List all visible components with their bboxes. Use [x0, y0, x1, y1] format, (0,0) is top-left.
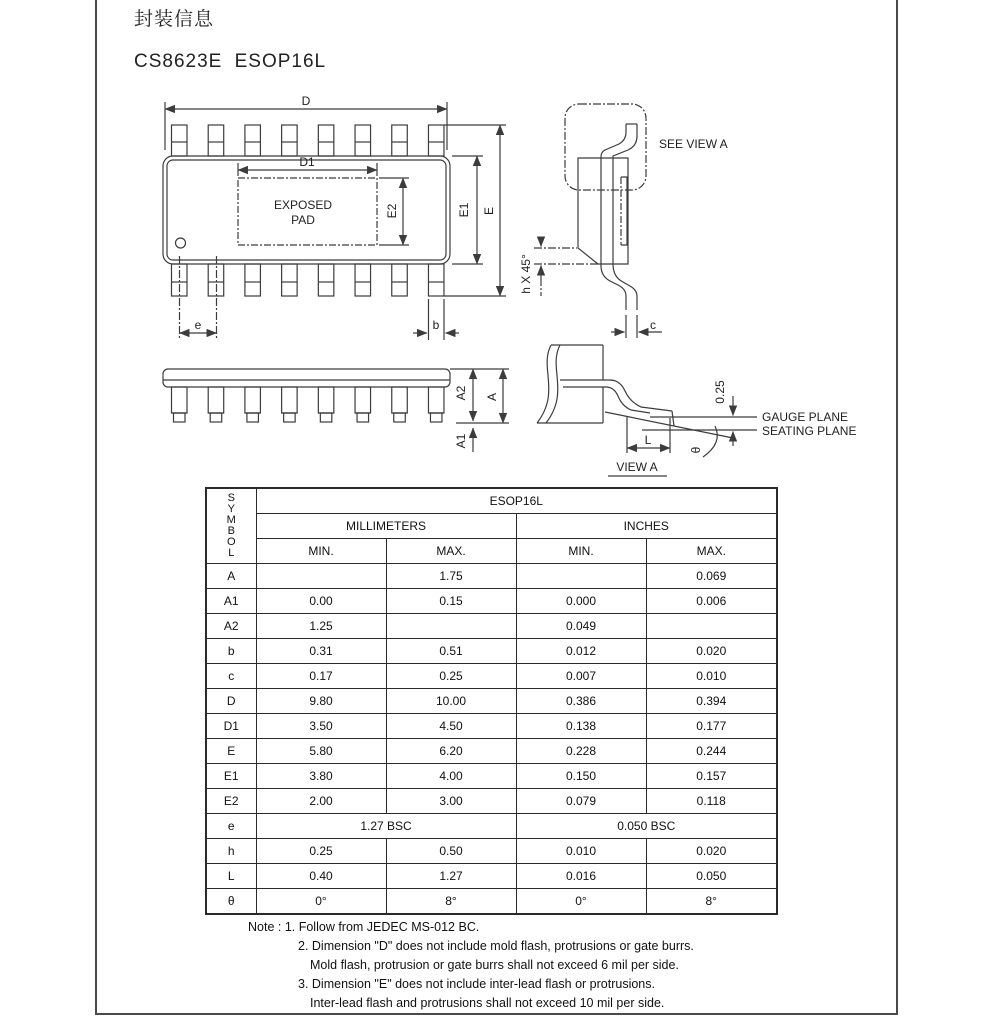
in-max-cell: 0.394 [646, 689, 777, 714]
in-min-cell: 0° [516, 889, 646, 915]
mm-min-header: MIN. [256, 539, 386, 564]
exposed-pad-label: EXPOSED [273, 198, 333, 212]
dim-label-c: c [650, 318, 656, 332]
symbol-cell: b [206, 639, 256, 664]
table-row [206, 789, 777, 814]
mm-max-header: MAX. [386, 539, 516, 564]
mm-max-cell: 0.51 [386, 639, 516, 664]
dim-label-a: A [485, 392, 499, 402]
symbol-cell: A [206, 564, 256, 589]
note-line: Inter-lead flash and protrusions shall not exceed 10 mil per side. [310, 996, 665, 1010]
table-row [206, 639, 777, 664]
mm-min-cell [256, 564, 386, 589]
note-line: Mold flash, protrusion or gate burrs shall not exceed 6 mil per side. [310, 958, 679, 972]
mm-max-cell: 6.20 [386, 739, 516, 764]
mm-min-cell: 0.25 [256, 839, 386, 864]
in-max-cell: 0.006 [646, 589, 777, 614]
in-min-cell: 0.386 [516, 689, 646, 714]
table-row [206, 889, 777, 915]
in-max-cell: 0.010 [646, 664, 777, 689]
symbol-cell: A2 [206, 614, 256, 639]
in-max-cell: 0.020 [646, 839, 777, 864]
package-header-cell: ESOP16L [256, 488, 777, 514]
mm-min-cell: 0.17 [256, 664, 386, 689]
view-a-title: VIEW A [616, 460, 658, 474]
dimension-table [205, 487, 778, 915]
note-line: 3. Dimension "E" does not include inter-lead flash or protrusions. [298, 977, 655, 991]
mm-max-cell [386, 614, 516, 639]
seating-plane-label: SEATING PLANE [762, 424, 857, 438]
mm-max-cell: 4.00 [386, 764, 516, 789]
mm-max-cell: 0.50 [386, 839, 516, 864]
in-bsc-cell: 0.050 BSC [516, 814, 777, 839]
note-line: Note : 1. Follow from JEDEC MS-012 BC. [248, 920, 480, 934]
dim-label-pitch: e [194, 318, 202, 332]
top-view [163, 102, 506, 340]
mm-min-cell: 0.31 [256, 639, 386, 664]
mm-bsc-cell: 1.27 BSC [256, 814, 516, 839]
symbol-cell: A1 [206, 589, 256, 614]
note-line: 2. Dimension "D" does not include mold flash, protrusions or gate burrs. [298, 939, 694, 953]
table-minmax-row [206, 539, 777, 564]
in-max-cell: 0.050 [646, 864, 777, 889]
table-row [206, 589, 777, 614]
mm-max-cell: 8° [386, 889, 516, 915]
in-max-cell: 8° [646, 889, 777, 915]
units-in-cell: INCHES [516, 514, 777, 539]
mm-min-cell: 3.50 [256, 714, 386, 739]
page-border-bottom [95, 1013, 898, 1015]
dim-label-h: h X 45° [519, 254, 533, 294]
mm-min-cell: 0° [256, 889, 386, 915]
mm-min-cell: 9.80 [256, 689, 386, 714]
in-max-cell: 0.069 [646, 564, 777, 589]
symbol-cell: D [206, 689, 256, 714]
table-row [206, 864, 777, 889]
mm-max-cell: 1.75 [386, 564, 516, 589]
in-min-cell [516, 564, 646, 589]
in-max-header: MAX. [646, 539, 777, 564]
mm-min-cell: 2.00 [256, 789, 386, 814]
dim-label-e2: E2 [385, 203, 399, 219]
symbol-cell: E2 [206, 789, 256, 814]
dim-label-offset: 0.25 [713, 380, 727, 404]
symbol-cell: c [206, 664, 256, 689]
dimension-table-wrap [205, 487, 778, 915]
in-max-cell: 0.177 [646, 714, 777, 739]
table-row [206, 839, 777, 864]
view-a-labels [616, 380, 856, 474]
package-name: CS8623E ESOP16L [134, 51, 327, 72]
dim-label-e-width: E [482, 206, 496, 216]
in-min-cell: 0.049 [516, 614, 646, 639]
dim-label-b: b [432, 318, 440, 332]
in-min-cell: 0.012 [516, 639, 646, 664]
mm-max-cell: 3.00 [386, 789, 516, 814]
table-row [206, 764, 777, 789]
dim-label-a1: A1 [454, 433, 468, 449]
dim-label-d1: D1 [299, 155, 315, 169]
dim-label-a2: A2 [454, 385, 468, 401]
table-row [206, 814, 777, 839]
units-mm-cell: MILLIMETERS [256, 514, 516, 539]
in-max-cell [646, 614, 777, 639]
symbol-cell: e [206, 814, 256, 839]
mm-min-cell: 5.80 [256, 739, 386, 764]
symbol-cell: h [206, 839, 256, 864]
mm-min-cell: 3.80 [256, 764, 386, 789]
dim-label-d: D [301, 94, 311, 108]
symbol-cell: L [206, 864, 256, 889]
in-min-cell: 0.079 [516, 789, 646, 814]
page-title: 封装信息 [134, 9, 215, 30]
package-outline-drawing [0, 0, 991, 485]
table-row [206, 664, 777, 689]
table-row [206, 614, 777, 639]
in-max-cell: 0.244 [646, 739, 777, 764]
notes-block [248, 918, 694, 1013]
table-row [206, 714, 777, 739]
side-view-labels [454, 385, 499, 448]
end-view-labels [519, 137, 728, 332]
mm-max-cell: 10.00 [386, 689, 516, 714]
in-min-cell: 0.228 [516, 739, 646, 764]
symbol-header-cell [206, 488, 256, 564]
in-min-cell: 0.007 [516, 664, 646, 689]
mm-max-cell: 0.25 [386, 664, 516, 689]
see-view-a-label: SEE VIEW A [659, 137, 728, 151]
table-row [206, 739, 777, 764]
mm-min-cell: 1.25 [256, 614, 386, 639]
symbol-cell: θ [206, 889, 256, 915]
mm-max-cell: 4.50 [386, 714, 516, 739]
in-min-cell: 0.150 [516, 764, 646, 789]
mm-min-cell: 0.40 [256, 864, 386, 889]
end-view [534, 104, 662, 338]
mm-max-cell: 0.15 [386, 589, 516, 614]
mm-min-cell: 0.00 [256, 589, 386, 614]
symbol-header: SYMBOL [226, 492, 236, 559]
mm-max-cell: 1.27 [386, 864, 516, 889]
in-min-cell: 0.016 [516, 864, 646, 889]
in-min-cell: 0.138 [516, 714, 646, 739]
table-row [206, 564, 777, 589]
symbol-cell: D1 [206, 714, 256, 739]
dim-label-l: L [644, 433, 652, 447]
symbol-cell: E1 [206, 764, 256, 789]
dim-label-e1: E1 [457, 202, 471, 218]
in-min-cell: 0.010 [516, 839, 646, 864]
exposed-pad-label2: PAD [291, 213, 315, 227]
in-max-cell: 0.020 [646, 639, 777, 664]
in-min-header: MIN. [516, 539, 646, 564]
in-max-cell: 0.118 [646, 789, 777, 814]
table-row [206, 689, 777, 714]
view-a-detail [537, 345, 757, 476]
in-min-cell: 0.000 [516, 589, 646, 614]
dim-label-theta: θ [689, 446, 703, 454]
table-header-row [206, 488, 777, 514]
symbol-cell: E [206, 739, 256, 764]
table-units-row [206, 514, 777, 539]
gauge-plane-label: GAUGE PLANE [762, 410, 849, 424]
in-max-cell: 0.157 [646, 764, 777, 789]
